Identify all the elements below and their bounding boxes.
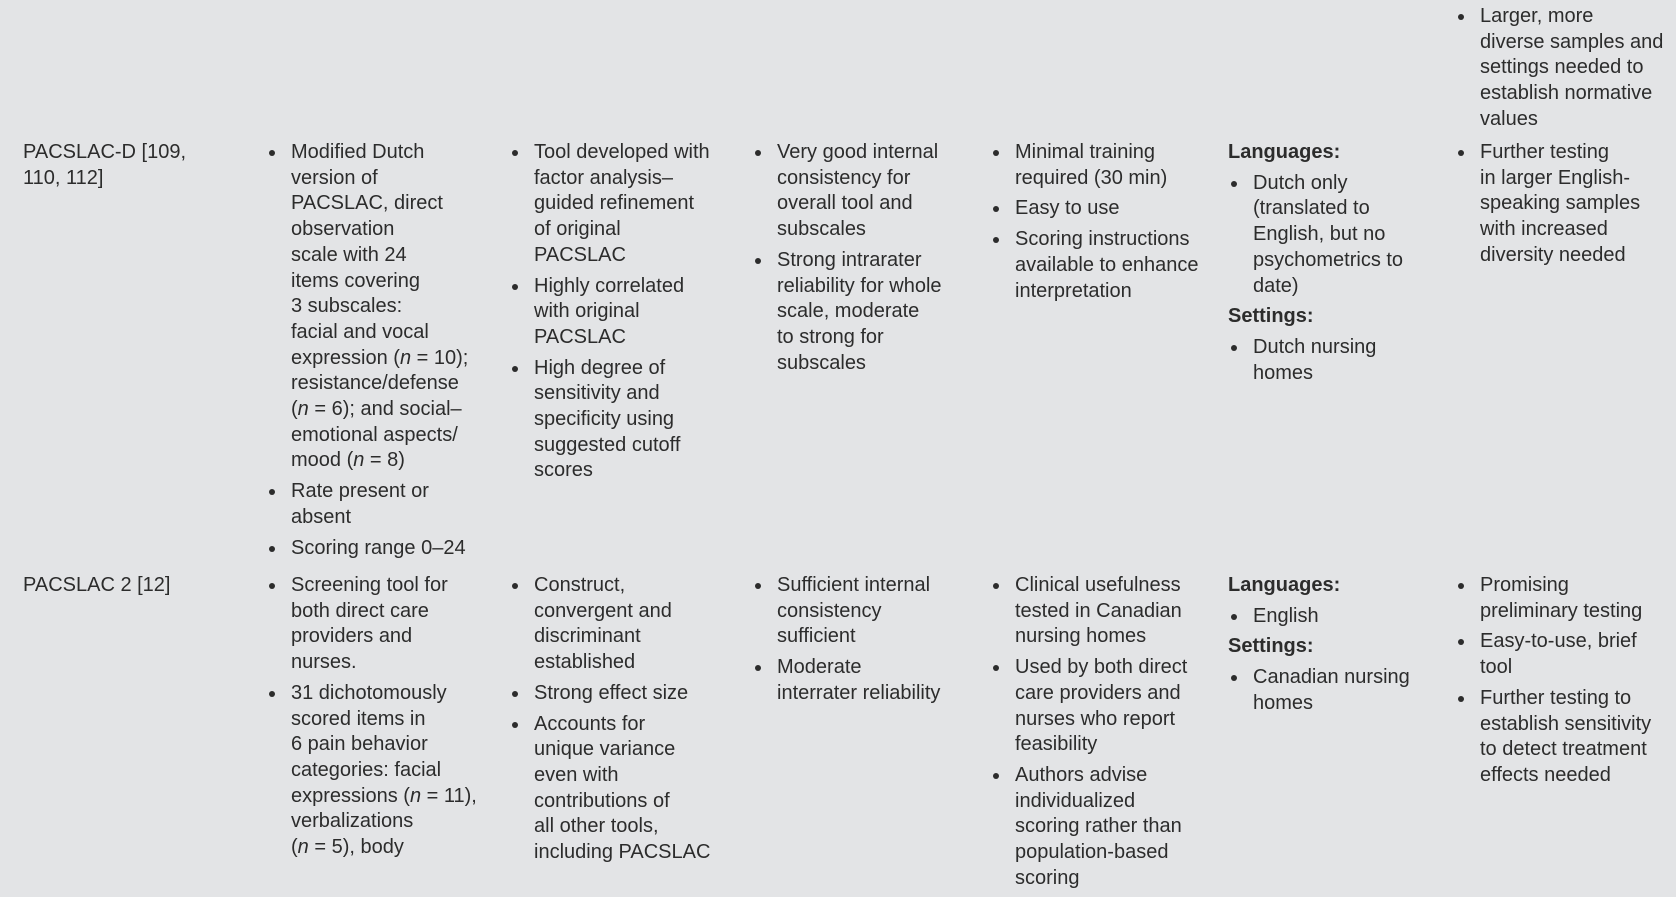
- text-line: Larger, more: [1480, 5, 1594, 27]
- text-line: Authors advise: [1015, 763, 1148, 786]
- text-line: scored items in: [291, 707, 426, 730]
- text-line: establish normative: [1480, 82, 1653, 105]
- clinical-utility-list: [990, 140, 1225, 304]
- text-line: sensitivity and: [534, 382, 660, 405]
- text-line: mood (n = 8): [291, 449, 405, 472]
- text-line: tested in Canadian: [1015, 599, 1182, 622]
- text-line: with original: [534, 300, 640, 323]
- text-line: 31 dichotomously: [291, 681, 447, 704]
- validity-item: [509, 274, 739, 351]
- text-line: categories: facial: [291, 758, 442, 781]
- limitations-list: [1455, 573, 1670, 789]
- settings-list: [1228, 665, 1443, 716]
- languages-heading: Languages:: [1228, 141, 1341, 163]
- description-item: [266, 479, 496, 530]
- clinical-utility-cell: [990, 140, 1225, 309]
- clinical-utility-cell: [990, 573, 1225, 896]
- limitations-cell: [1455, 573, 1670, 794]
- text-line: observation: [291, 218, 395, 241]
- text-line: scale, moderate: [777, 300, 920, 323]
- text-line: nursing homes: [1015, 625, 1147, 648]
- setting-item: [1228, 335, 1443, 386]
- text-line: factor analysis–: [534, 166, 673, 189]
- text-line: Promising: [1480, 574, 1569, 596]
- text-line: suggested cutoff: [534, 433, 681, 456]
- tool-name-cell: [23, 573, 238, 599]
- text-line: PACSLAC, direct: [291, 192, 443, 215]
- description-list: [266, 573, 496, 861]
- tool-name-line: PACSLAC 2 [12]: [23, 574, 171, 596]
- text-line: consistency for: [777, 166, 911, 189]
- text-line: Minimal training: [1015, 141, 1156, 163]
- text-line: scores: [534, 459, 593, 482]
- limitation-item: [1455, 686, 1670, 789]
- description-cell: [266, 140, 496, 566]
- validity-item: [509, 140, 739, 269]
- language-item: [1228, 604, 1443, 630]
- text-line: facial and vocal: [291, 320, 429, 343]
- clinical-utility-item: [990, 655, 1225, 758]
- text-line: date): [1253, 274, 1299, 297]
- settings-heading: Settings:: [1228, 635, 1314, 658]
- text-line: PACSLAC: [534, 243, 626, 266]
- text-line: feasibility: [1015, 733, 1098, 756]
- text-line: to strong for: [777, 325, 884, 348]
- text-line: in larger English-: [1480, 166, 1631, 189]
- validity-item: [509, 712, 739, 866]
- text-line: preliminary testing: [1480, 599, 1643, 622]
- text-line: providers and: [291, 625, 413, 648]
- text-line: values: [1480, 107, 1538, 130]
- languages-settings-cell: [1228, 573, 1443, 722]
- reliability-item: [752, 655, 982, 706]
- text-line: Screening tool for: [291, 574, 448, 596]
- text-line: nurses.: [291, 651, 357, 674]
- text-line: scoring rather than: [1015, 815, 1182, 838]
- languages-settings-cell: [1228, 140, 1443, 391]
- text-line: PACSLAC: [534, 325, 626, 348]
- text-line: discriminant: [534, 625, 641, 648]
- languages-heading: Languages:: [1228, 574, 1341, 596]
- text-line: care providers and: [1015, 681, 1181, 704]
- text-line: homes: [1253, 361, 1314, 384]
- text-line: to detect treatment: [1480, 738, 1647, 761]
- limitation-item: [1455, 140, 1670, 269]
- text-line: verbalizations: [291, 810, 414, 833]
- validity-list: [509, 573, 739, 866]
- limitations-list: [1455, 140, 1670, 269]
- validity-cell: [509, 573, 739, 871]
- text-line: emotional aspects/: [291, 423, 458, 446]
- text-line: absent: [291, 505, 352, 528]
- limitation-item: [1455, 573, 1670, 624]
- text-line: required (30 min): [1015, 166, 1168, 189]
- text-line: subscales: [777, 351, 866, 374]
- text-line: homes: [1253, 691, 1314, 714]
- clinical-utility-item: [990, 573, 1225, 650]
- text-line: Easy to use: [1015, 197, 1120, 220]
- text-line: psychometrics to: [1253, 248, 1404, 271]
- description-cell: [266, 573, 496, 866]
- text-line: Highly correlated: [534, 274, 685, 297]
- text-line: expression (n = 10);: [291, 346, 469, 369]
- text-line: Canadian nursing: [1253, 666, 1410, 689]
- reliability-list: [752, 140, 982, 376]
- validity-item: [509, 681, 739, 707]
- text-line: scale with 24: [291, 243, 407, 266]
- tool-name-cell: [23, 140, 238, 191]
- text-line: including PACSLAC: [534, 841, 711, 864]
- text-line: resistance/defense: [291, 372, 459, 395]
- text-line: Easy-to-use, brief: [1480, 630, 1637, 653]
- text-line: of original: [534, 218, 621, 241]
- text-line: specificity using: [534, 408, 675, 431]
- text-line: both direct care: [291, 599, 429, 622]
- top-row-limitations-list: [1455, 4, 1670, 133]
- validity-item: [509, 356, 739, 485]
- text-line: Construct,: [534, 574, 626, 596]
- text-line: effects needed: [1480, 763, 1611, 786]
- text-line: items covering: [291, 269, 420, 292]
- text-line: English, but no: [1253, 223, 1386, 246]
- text-line: Strong effect size: [534, 681, 689, 704]
- text-line: guided refinement: [534, 192, 695, 215]
- languages-list: [1228, 604, 1443, 630]
- description-item: [266, 573, 496, 676]
- text-line: Used by both direct: [1015, 656, 1188, 679]
- description-item: [266, 140, 496, 474]
- text-line: Scoring instructions: [1015, 228, 1190, 251]
- text-line: Very good internal: [777, 141, 939, 163]
- text-line: Dutch nursing: [1253, 335, 1377, 358]
- text-line: (n = 6); and social–: [291, 398, 462, 421]
- text-line: individualized: [1015, 789, 1136, 812]
- tool-name-line: PACSLAC-D [109,: [23, 141, 187, 163]
- text-line: available to enhance: [1015, 253, 1199, 276]
- limitation-item: [1455, 4, 1670, 133]
- text-line: all other tools,: [534, 815, 659, 838]
- reliability-item: [752, 248, 982, 377]
- reliability-cell: [752, 140, 982, 381]
- text-line: nurses who report: [1015, 707, 1176, 730]
- clinical-utility-item: [990, 140, 1225, 191]
- text-line: convergent and: [534, 599, 672, 622]
- text-line: High degree of: [534, 356, 666, 379]
- text-line: Strong intrarater: [777, 248, 922, 271]
- settings-heading: Settings:: [1228, 305, 1314, 328]
- reliability-item: [752, 573, 982, 650]
- text-line: (translated to: [1253, 197, 1370, 220]
- text-line: diversity needed: [1480, 243, 1626, 266]
- text-line: (n = 5), body: [291, 836, 404, 859]
- text-line: Moderate: [777, 656, 862, 679]
- limitation-item: [1455, 629, 1670, 680]
- reliability-item: [752, 140, 982, 243]
- text-line: Rate present or: [291, 480, 429, 503]
- text-line: version of: [291, 166, 378, 189]
- validity-cell: [509, 140, 739, 489]
- text-line: interpretation: [1015, 279, 1132, 302]
- text-line: English: [1253, 604, 1319, 627]
- text-line: diverse samples and: [1480, 30, 1664, 53]
- text-line: settings needed to: [1480, 56, 1644, 79]
- text-line: establish sensitivity: [1480, 712, 1652, 735]
- text-line: Clinical usefulness: [1015, 574, 1181, 596]
- limitations-cell: [1455, 140, 1670, 274]
- setting-item: [1228, 665, 1443, 716]
- clinical-utility-item: [990, 763, 1225, 892]
- text-line: Modified Dutch: [291, 141, 425, 163]
- validity-item: [509, 573, 739, 676]
- text-line: reliability for whole: [777, 274, 942, 297]
- description-item: [266, 681, 496, 861]
- reliability-list: [752, 573, 982, 707]
- top-row-limitations-cell: [1455, 4, 1670, 138]
- description-list: [266, 140, 496, 561]
- clinical-utility-item: [990, 196, 1225, 222]
- text-line: unique variance: [534, 738, 676, 761]
- text-line: contributions of: [534, 789, 670, 812]
- text-line: Scoring range 0–24: [291, 536, 466, 559]
- clinical-utility-list: [990, 573, 1225, 891]
- text-line: scoring: [1015, 866, 1080, 889]
- text-line: Tool developed with: [534, 141, 710, 163]
- text-line: population-based: [1015, 841, 1169, 864]
- text-line: speaking samples: [1480, 192, 1641, 215]
- text-line: overall tool and: [777, 192, 913, 215]
- text-line: sufficient: [777, 625, 856, 648]
- text-line: subscales: [777, 218, 866, 241]
- text-line: even with: [534, 763, 619, 786]
- text-line: Dutch only: [1253, 171, 1348, 194]
- language-item: [1228, 171, 1443, 300]
- description-item: [266, 536, 496, 562]
- tool-name-line: 110, 112]: [23, 166, 104, 189]
- text-line: interrater reliability: [777, 681, 941, 704]
- text-line: consistency: [777, 599, 882, 622]
- text-line: Further testing: [1480, 141, 1609, 163]
- text-line: with increased: [1480, 218, 1608, 241]
- text-line: expressions (n = 11),: [291, 784, 477, 807]
- settings-list: [1228, 335, 1443, 386]
- reliability-cell: [752, 573, 982, 712]
- languages-list: [1228, 171, 1443, 300]
- validity-list: [509, 140, 739, 484]
- text-line: 6 pain behavior: [291, 733, 428, 756]
- text-line: established: [534, 651, 636, 674]
- text-line: tool: [1480, 656, 1513, 679]
- text-line: 3 subscales:: [291, 295, 403, 318]
- text-line: Further testing to: [1480, 686, 1632, 709]
- clinical-utility-item: [990, 227, 1225, 304]
- text-line: Sufficient internal: [777, 574, 931, 596]
- text-line: Accounts for: [534, 712, 646, 735]
